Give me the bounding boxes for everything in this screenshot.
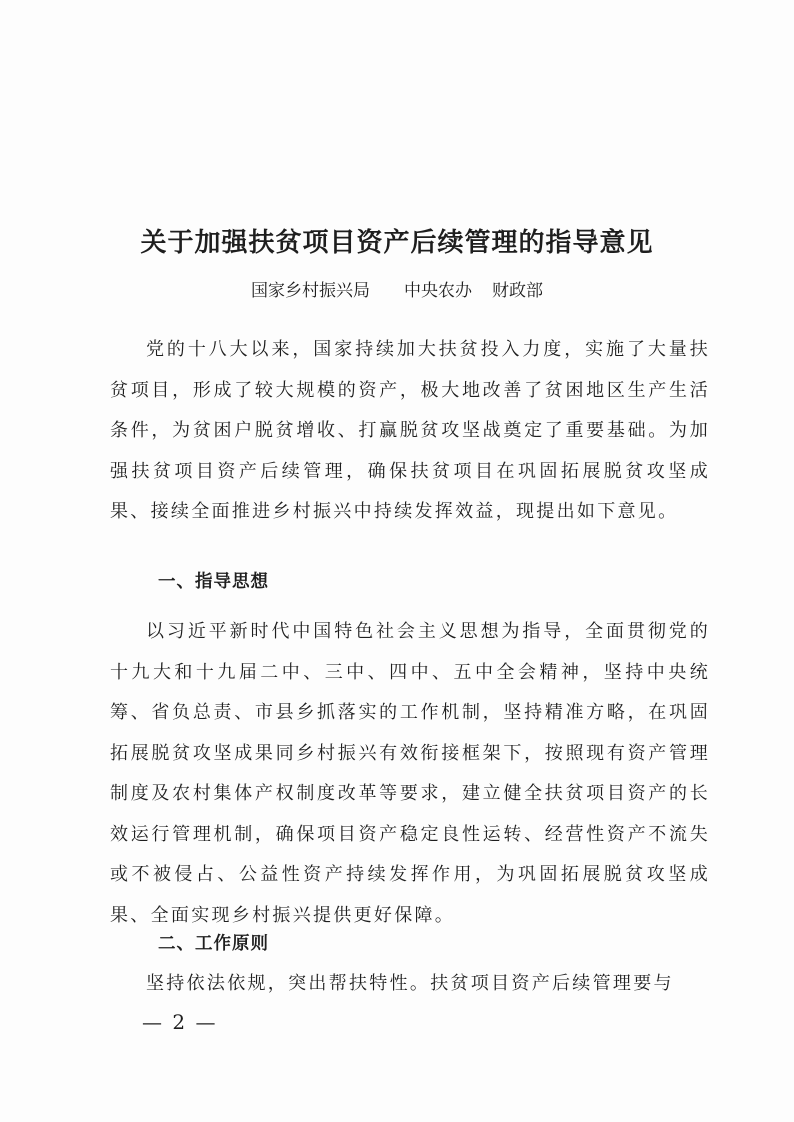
page-number: — 2 — bbox=[142, 1010, 218, 1034]
section-heading-guiding-ideology: 一、指导思想 bbox=[158, 572, 269, 592]
guiding-ideology-paragraph: 以习近平新时代中国特色社会主义思想为指导，全面贯彻党的十九大和十九届二中、三中、四中、五中全会精神，坚持中央统筹、省负总责、市县乡抓落实的工作机制，坚持精准方略，在巩固拓展脱贫攻坚成果同乡村振兴有效衔接框架下，按照现有资产管理制度及农村集体产权制度改革等要求，建立健全扶贫项目资产的长效运行管理机制，确保项目资产稳定良性运转、经营性资产不流失或不被侵占、公益性资产持续发挥作用，为巩固拓展脱贫攻坚成果、全面实现乡村振兴提供更好保障。 bbox=[110, 621, 710, 926]
document-title: 关于加强扶贫项目资产后续管理的指导意见 bbox=[140, 228, 654, 258]
intro-paragraph: 党的十八大以来，国家持续加大扶贫投入力度，实施了大量扶贫项目，形成了较大规模的资产，极大地改善了贫困地区生产生活条件，为贫困户脱贫增收、打赢脱贫攻坚战奠定了重要基础。为加强扶贫项目资产后续管理，确保扶贫项目在巩固拓展脱贫攻坚成果、接续全面推进乡村振兴中持续发挥效益，现提出如下意见。 bbox=[110, 339, 710, 522]
issuing-agencies bbox=[0, 276, 794, 301]
issuer-central-rural-office: 中央农办 bbox=[404, 281, 472, 301]
section-heading-work-principles: 二、工作原则 bbox=[158, 934, 269, 954]
document-body bbox=[110, 330, 710, 533]
work-principles-paragraph: 坚持依法依规，突出帮扶特性。扶贫项目资产后续管理要与 bbox=[146, 973, 674, 994]
issuer-ministry-of-finance: 财政部 bbox=[492, 281, 543, 301]
section-body-guiding-ideology bbox=[110, 612, 710, 936]
issuer-national-rural-revitalization: 国家乡村振兴局 bbox=[251, 281, 370, 301]
section-body-work-principles bbox=[110, 964, 710, 1005]
